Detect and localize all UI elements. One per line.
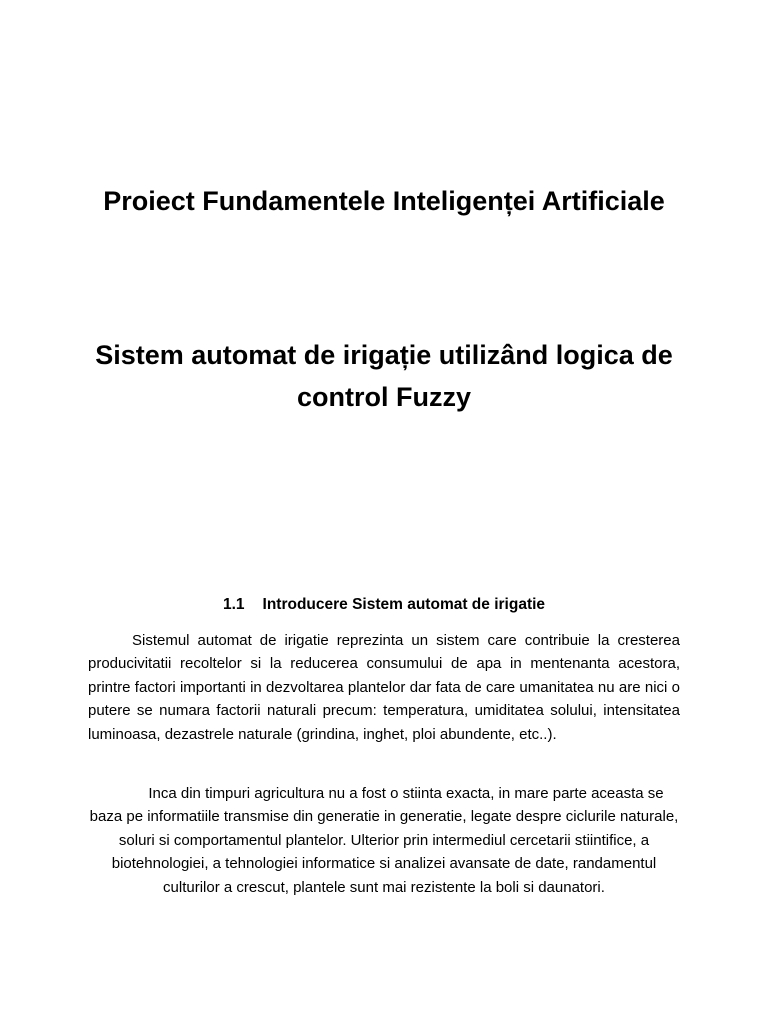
section-number: 1.1	[222, 596, 245, 613]
paragraph-intro: Sistemul automat de irigatie reprezinta un sistem care contribuie la cresterea producivitatii recoltelor si la reducerea consumului de apa in mentenanta acestora, printre factori importanti in dezvoltarea plantelor dar fata de care umanitatea nu are nici o putere se numara factorii naturali precum: temperatura, umiditatea solului, intensitatea luminoasa, dezastrele naturale (grindina, inghet, ploi abundente, etc..).	[88, 632, 680, 743]
paragraph-history: Inca din timpuri agricultura nu a fost o stiinta exacta, in mare parte aceasta se baza pe informatiile transmise din generatie in generatie, legate despre ciclurile naturale, soluri si comportamentul plantelor. Ulterior prin intermediul cercetarii stiintifice, a biotehnologiei, a tehnologiei informatice si analizei avansate de date, randamentul culturilor a crescut, plantele sunt mai rezistente la boli si daunatori.	[89, 785, 679, 896]
section-heading-text: Introducere Sistem automat de irigatie	[262, 596, 546, 613]
document-title: Proiect Fundamentele Inteligenței Artificiale	[103, 186, 665, 216]
section-heading	[88, 593, 680, 617]
document-subtitle: Sistem automat de irigație utilizând logica de control Fuzzy	[95, 340, 673, 412]
